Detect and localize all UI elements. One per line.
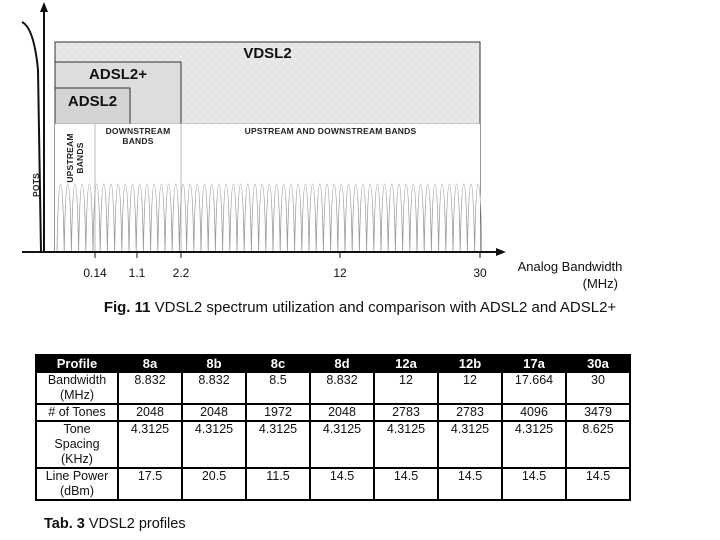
table-header: 8c: [246, 355, 310, 372]
row-label-line: (MHz): [59, 388, 94, 402]
figure-caption: [40, 298, 680, 318]
upstream-bands-line2: BANDS: [75, 142, 85, 174]
table-cell: 11.5: [246, 468, 310, 500]
row-label-line: (dBm): [59, 484, 95, 498]
table-cell: 20.5: [182, 468, 246, 500]
table-cell: 12: [374, 372, 438, 404]
table-header: Profile: [36, 355, 118, 372]
table-row: [36, 421, 630, 468]
table-row: [36, 372, 630, 404]
row-label: # of Tones: [36, 404, 118, 421]
table-header: 17a: [502, 355, 566, 372]
x-axis-label: [500, 258, 640, 292]
table-cell: 4.3125: [182, 421, 246, 468]
table-cell: 1972: [246, 404, 310, 421]
vdsl2-profiles-table: [35, 354, 631, 501]
table-cell: 3479: [566, 404, 630, 421]
table-cell: 8.5: [246, 372, 310, 404]
row-label-line: Line Power: [45, 469, 109, 483]
table-cell: 8.832: [310, 372, 374, 404]
adsl2-label: ADSL2: [67, 93, 118, 110]
table-cell: 30: [566, 372, 630, 404]
downstream-bands-line1: DOWNSTREAM: [105, 126, 171, 136]
table-cell: 8.625: [566, 421, 630, 468]
upstream-bands-line1: UPSTREAM: [65, 133, 75, 183]
table-cell: 4.3125: [246, 421, 310, 468]
row-label: [36, 372, 118, 404]
table-header: 12b: [438, 355, 502, 372]
table-header: 8b: [182, 355, 246, 372]
row-label: [36, 421, 118, 468]
table-cell: 4.3125: [438, 421, 502, 468]
tick-label: 1.1: [128, 266, 146, 280]
table-cell: 17.664: [502, 372, 566, 404]
table-cell: 4096: [502, 404, 566, 421]
table-cell: 2783: [374, 404, 438, 421]
table-cell: 2048: [182, 404, 246, 421]
table-caption: [44, 516, 186, 532]
vdsl2-label: VDSL2: [243, 45, 292, 62]
upstream-bands-label: [65, 123, 85, 193]
table-cell: 12: [438, 372, 502, 404]
table-cell: 4.3125: [502, 421, 566, 468]
table-header: 8d: [310, 355, 374, 372]
table-cell: 4.3125: [310, 421, 374, 468]
table-cell: 4.3125: [374, 421, 438, 468]
table-cell: 14.5: [374, 468, 438, 500]
table-cell: 14.5: [310, 468, 374, 500]
table-row: [36, 404, 630, 421]
table-cell: 8.832: [182, 372, 246, 404]
row-label-line: Spacing: [54, 437, 100, 451]
table-cell: 14.5: [502, 468, 566, 500]
row-label-line: Tone: [63, 422, 91, 436]
table-row: [36, 468, 630, 500]
table-cell: 2048: [310, 404, 374, 421]
downstream-bands-line2: BANDS: [122, 136, 154, 146]
table-cell: 8.832: [118, 372, 182, 404]
pots-label: POTS: [31, 173, 41, 197]
table-cell: 14.5: [438, 468, 502, 500]
up-down-bands-label: UPSTREAM AND DOWNSTREAM BANDS: [244, 126, 417, 136]
table-cell: 2048: [118, 404, 182, 421]
figure-caption-number: Fig. 11: [103, 299, 151, 316]
table-header: 12a: [374, 355, 438, 372]
x-axis-label-line1: Analog Bandwidth: [517, 259, 623, 274]
adsl2plus-label: ADSL2+: [89, 66, 147, 83]
pots-curve: [22, 22, 41, 252]
tick-label: 0.14: [83, 266, 107, 280]
figure-caption-text: VDSL2 spectrum utilization and comparison with ADSL2 and ADSL2+: [154, 299, 617, 316]
tick-label: 2.2: [172, 266, 190, 280]
table-header-row: [36, 355, 630, 372]
table-caption-text: VDSL2 profiles: [88, 516, 186, 532]
tick-label: 12: [333, 266, 347, 280]
tick-label: 30: [473, 266, 487, 280]
table-cell: 17.5: [118, 468, 182, 500]
downstream-bands-label: [96, 126, 180, 146]
row-label: [36, 468, 118, 500]
table-cell: 14.5: [566, 468, 630, 500]
x-axis-label-line2: (MHz): [582, 276, 618, 291]
row-label-line: Bandwidth: [47, 373, 107, 387]
table-cell: 4.3125: [118, 421, 182, 468]
row-label-line: (KHz): [61, 452, 93, 466]
table-header: 8a: [118, 355, 182, 372]
table-cell: 2783: [438, 404, 502, 421]
table-header: 30a: [566, 355, 630, 372]
table-caption-number: Tab. 3: [44, 516, 85, 532]
